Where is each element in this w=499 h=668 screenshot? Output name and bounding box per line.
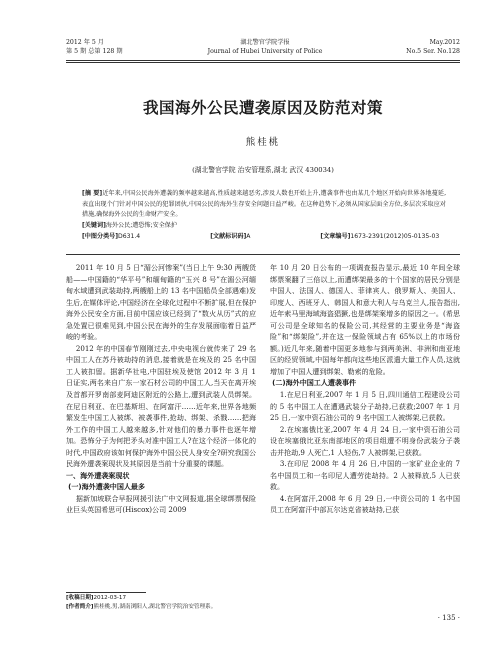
received-label: [收稿日期] [66, 595, 94, 601]
header-date-en: May.2012 [429, 39, 460, 46]
paragraph: 年 10 月 20 日公布的一项调查报告显示,最近 10 年间全球绑票案翻了三倍以上,而遭绑架最多的十个国家的居民分别是中国人、法国人、德国人、菲律宾人、俄罗斯人、美国人、印度人、西班牙人、韩国人和意大利人与乌克兰人,报告指出,近年索马里海域海盗猖獗,也是绑架案增多的原因之一。(希思可公司是全球知名的保险公司,其经营的主要业务是“海盗险”和“绑架险”,并在这一保险领域占有 65%以上的市场份额。)近几年来,随着中国更多地参与到两美洲、非洲和南亚地区的经贸领域,中国每年都向这些地区派遣大量工作人员,这就增加了中国人遭到绑架、勒索的危险。 [270, 263, 460, 376]
journal-name-cn: 湖北警官学院学报 [240, 39, 290, 46]
received-value: 2012-03-17 [93, 595, 127, 601]
abstract-divider [66, 254, 460, 255]
abstract-block [82, 189, 446, 243]
paragraph: 3.在印尼 2008 年 4 月 26 日,中国的一家矿业企业的 7 名中国员工和一名印尼人遭劳徒劫持。2 人被释放,5 人已获救。 [270, 459, 460, 492]
page-number: · 135 · [437, 614, 460, 622]
article-number-value: 1673-2391(2012)05-0135-03 [350, 232, 440, 240]
header-divider [66, 60, 460, 61]
clc-label: [中图分类号] [82, 232, 119, 240]
footnote [66, 594, 261, 612]
author-affiliation: (湖北警官学院 治安管理系,湖北 武汉 430034) [192, 166, 334, 174]
keywords-text: 海外公民;遭恐怖;安全保护 [105, 222, 177, 230]
article-title: 我国海外公民遭袭原因及防范对策 [142, 99, 383, 117]
paragraph: 2.在埃塞俄比亚,2007 年 4 月 24 日,一家中资石油公司设在埃塞俄比亚东南部地区的项目组遭不明身份武装分子袭击并抢劫,9 人死亡,1 人轻伤,7 人被绑架,已获救。 [270, 424, 460, 457]
author-bio [66, 603, 261, 612]
doc-label: [文献标识码] [210, 232, 247, 240]
paragraph: 1.在尼日利亚,2007 年 1 月 5 日,四川通信工程建设公司的 5 名中国工人在遭遇武装分子劫持,已获救;2007 年 1 月 25 日,一家中资石油公司的 9 名中国工人被绑架,已获救。 [270, 390, 460, 423]
body-column-right [270, 262, 460, 516]
subsection-heading: (一)海外遭袭中国人最多 [68, 482, 146, 492]
paragraph: 4.在阿富汗,2008 年 6 月 29 日,一中资公司的 1 名中国员工在阿富汗中部瓦尔达克省被劫持,已获 [270, 493, 460, 515]
paragraph: 2012 年的中国春节刚刚过去,中央电视台就传来了 29 名中国工人在苏丹被劫持的消息,接着就是在埃及的 25 名中国工人被扣留。据新华社电,中国驻埃及使馆 2012 年 3 月 1 日证实,两名来自广东一家石材公司的中国工人,当天在离开埃及首都开罗南部麦阿迪区附近的公路上,遭到武装人员绑架。在尼日利亚、在巴基斯坦、在阿富汗……近年来,世界各地频繁发生中国工人被绑、被袭事件,抢劫、绑架、杀戮……把海外工作的中国工人越来越多,针对他们的暴力事件也逐年增加。恐怖分子为何把矛头对准中国工人?在这个经济一体化的时代,中国政府该如何保护海外中国公民人身安全?研究我国公民海外遭袭案现状及其原因是当前十分重要的课题。 [66, 343, 256, 469]
header-date: 2012 年 5 月 [66, 39, 104, 46]
abstract [82, 189, 446, 221]
doc-value: A [246, 232, 251, 240]
journal-name-en: Journal of Hubei University of Police [207, 48, 323, 55]
abstract-label: [摘 要] [82, 190, 103, 197]
doc-code [210, 232, 250, 243]
paragraph: 2011 年 10 月 5 日“湄公河惨案”(当日上午 9:30 两艘货船——中国籍的“华平号”和缅甸籍的“玉兴 8 号”在湄公河缅甸水域遭到武装劫持,两艘船上的 13 名中国船员全部遇难)发生后,在媒体评论,中国经济在全球化过程中不断扩展,但在保护海外公民安全方面,目前中国应该已经到了“数火从历”式的应急处置已很难见到,中国公民在海外的生存发展面临着日益严峻的考验。 [66, 263, 256, 342]
header-issue-en: No.5 Ser. No.128 [406, 48, 460, 55]
section-heading: 一、海外遭袭案现状 [66, 470, 130, 480]
article-author: 熊桂桃 [245, 137, 281, 148]
author-bio-value: 熊桂桃,男,湖南浏阳人,湖北警官学院治安管理系。 [93, 604, 217, 611]
header-divider-thin [66, 62, 460, 63]
footnote-divider [66, 592, 146, 593]
header-issue: 第 5 期 总第 128 期 [66, 48, 123, 55]
body-column-left [66, 262, 256, 516]
article-number-label: [文章编号] [320, 232, 351, 240]
clc-code [82, 232, 140, 243]
received-date [66, 594, 261, 603]
classification-row [82, 232, 446, 243]
abstract-text: 近年来,中国公民海外遭袭的频率越来越高,性质越来越恶劣,涉及人数也开始上升,遭袭事件也由某几个地区开始向世界各地蔓延,表直出现个门针对中国公民的犯罪团伙,中国公民的海外生存安全问题日益严峻。在这种趋势下,必须从国家层面全方位,多层次采取应对措施,确保海外公民的生命财产安全。 [82, 190, 447, 219]
keywords-label: [关键词] [82, 222, 106, 230]
clc-value: D631.4 [118, 232, 141, 240]
keywords [82, 221, 446, 232]
paragraph: 据新加坡联合早报网援引法广中文网报道,据全球绑票保险业巨头英国希思可(Hiscox)公司 2009 [66, 493, 256, 515]
author-bio-label: [作者简介] [66, 604, 94, 611]
article-number [320, 232, 439, 243]
subsection-heading: (二)海外中国工人遭袭事件 [272, 378, 357, 388]
